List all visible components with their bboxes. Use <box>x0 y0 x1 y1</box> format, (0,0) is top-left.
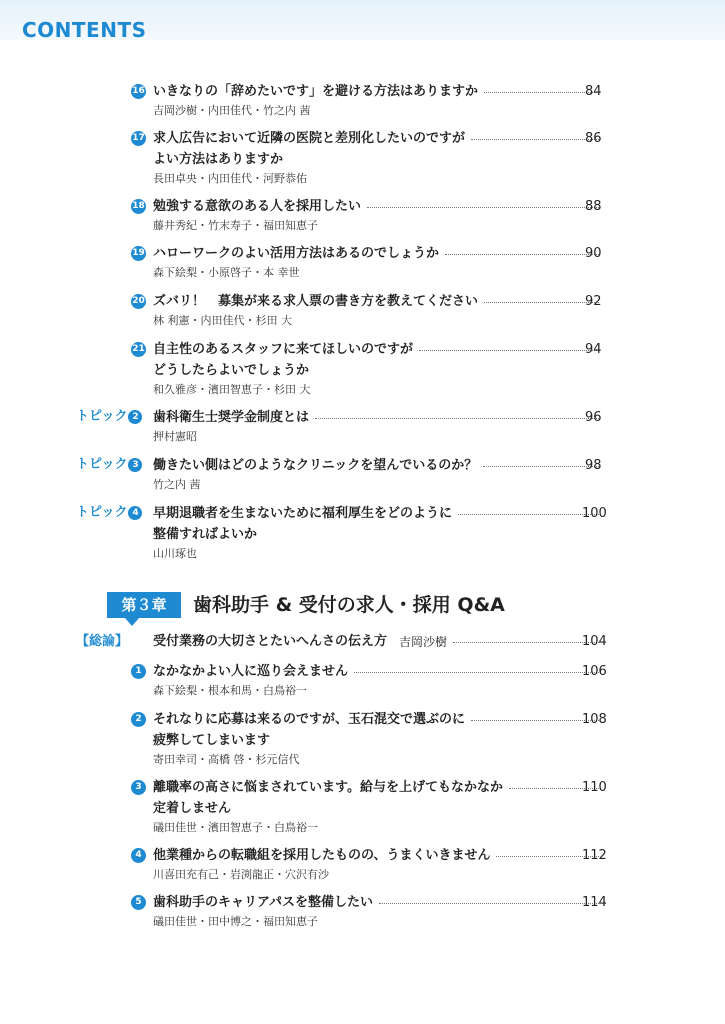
leader-dots <box>484 302 599 303</box>
entry-authors: 森下絵梨・根本和馬・白鳥裕一 <box>153 684 307 697</box>
entry-title: いきなりの「辞めたいです」を避ける方法はありますか <box>153 84 479 99</box>
entry-title: 働きたい側はどのようなクリニックを望んでいるのか？ <box>153 458 478 473</box>
entry-title: 歯科衛生士奨学金制度とは <box>153 410 310 425</box>
leader-dots <box>445 254 599 255</box>
entry-authors: 山川琢也 <box>153 547 197 560</box>
leader-dots <box>453 642 599 643</box>
topic-number-badge: 4 <box>128 506 142 520</box>
entry-authors: 礒田佳世・田中博之・福田知恵子 <box>153 915 318 928</box>
page-number: 94 <box>585 342 602 357</box>
page-number: 88 <box>585 199 602 214</box>
entry-title: 自主性のあるスタッフに来てほしいのですが <box>153 342 414 357</box>
entry-title: それなりに応募は来るのですが、玉石混交で選ぶのに <box>153 712 466 727</box>
overview-label: 【総論】 <box>76 634 129 649</box>
chapter-title: 歯科助手 & 受付の求人・採用 Q&A <box>193 594 505 616</box>
leader-dots <box>458 514 599 515</box>
leader-dots <box>471 720 599 721</box>
page-number: 96 <box>585 410 602 425</box>
entry-title-continued: 疲弊してしまいます <box>153 733 271 748</box>
page-number: 86 <box>585 131 602 146</box>
page-number: 106 <box>582 664 607 679</box>
entry-number-badge: 20 <box>131 294 146 309</box>
entry-title: 離職率の高さに悩まされています。給与を上げてもなかなか <box>153 780 503 795</box>
entry-title: 求人広告において近隣の医院と差別化したいのですが <box>153 131 466 146</box>
page-number: 114 <box>582 895 607 910</box>
chapter-label: 第３章 <box>107 592 181 618</box>
entry-authors: 吉岡沙樹・内田佳代・竹之内 茜 <box>153 104 311 117</box>
page-number: 100 <box>582 506 607 521</box>
entry-title: 早期退職者を生まないために福利厚生をどのように <box>153 506 453 521</box>
chapter-label-notch <box>125 618 139 626</box>
entry-title-continued: どうしたらよいでしょうか <box>153 363 310 378</box>
topic-label: トピック 2 <box>76 408 142 426</box>
entry-number-badge: 2 <box>131 712 146 727</box>
overview-author: 吉岡沙樹 <box>399 635 448 649</box>
page-number: 90 <box>585 246 602 261</box>
page-title: CONTENTS <box>22 18 147 42</box>
entry-authors: 和久雅彦・濱田智恵子・杉田 大 <box>153 383 311 396</box>
entry-authors: 押村憲昭 <box>153 430 197 443</box>
page-number: 108 <box>582 712 607 727</box>
entry-title: 勉強する意欲のある人を採用したい <box>153 199 362 214</box>
leader-dots <box>484 92 599 93</box>
leader-dots <box>315 418 599 419</box>
entry-number-badge: 3 <box>131 780 146 795</box>
entry-title-continued: 整備すればよいか <box>153 527 258 542</box>
entry-number-badge: 17 <box>131 131 146 146</box>
page-number: 98 <box>585 458 602 473</box>
leader-dots <box>367 207 599 208</box>
topic-number-badge: 3 <box>128 458 142 472</box>
page-number: 84 <box>585 84 602 99</box>
entry-number-badge: 4 <box>131 848 146 863</box>
entry-authors: 竹之内 茜 <box>153 478 201 491</box>
entry-title: 歯科助手のキャリアパスを整備したい <box>153 895 373 910</box>
entry-number-badge: 5 <box>131 895 146 910</box>
entry-number-badge: 19 <box>131 246 146 261</box>
entry-authors: 藤井秀紀・竹末寿子・福田知恵子 <box>153 219 318 232</box>
entry-title-continued: よい方法はありますか <box>153 152 284 167</box>
leader-dots <box>471 139 599 140</box>
leader-dots <box>419 350 599 351</box>
entry-number-badge: 21 <box>131 342 146 357</box>
entry-title: 受付業務の大切さとたいへんさの伝え方 <box>153 634 388 649</box>
page-number: 112 <box>582 848 607 863</box>
leader-dots <box>354 672 599 673</box>
entry-authors: 林 利憲・内田佳代・杉田 大 <box>153 314 292 327</box>
entry-number-badge: 18 <box>131 199 146 214</box>
leader-dots <box>379 903 599 904</box>
entry-title-continued: 定着しません <box>153 801 232 816</box>
topic-label: トピック 4 <box>76 504 142 522</box>
entry-authors: 森下絵梨・小原啓子・本 幸世 <box>153 266 300 279</box>
entry-authors: 長田卓央・内田佳代・河野恭佑 <box>153 172 307 185</box>
entry-authors: 川喜田充有己・岩渕龍正・穴沢有沙 <box>153 868 329 881</box>
page-number: 104 <box>582 634 607 649</box>
entry-title: 他業種からの転職組を採用したものの、うまくいきません <box>153 848 491 863</box>
page-number: 92 <box>585 294 602 309</box>
topic-label: トピック 3 <box>76 456 142 474</box>
page-number: 110 <box>582 780 607 795</box>
entry-title: ズバリ！ 募集が来る求人票の書き方を教えてください <box>153 294 479 309</box>
entry-title: ハローワークのよい活用方法はあるのでしょうか <box>153 246 440 261</box>
entry-number-badge: 1 <box>131 664 146 679</box>
leader-dots <box>483 466 599 467</box>
entry-authors: 寄田幸司・高橋 啓・杉元信代 <box>153 753 300 766</box>
entry-title: なかなかよい人に巡り会えません <box>153 664 349 679</box>
entry-number-badge: 16 <box>131 84 146 99</box>
entry-authors: 礒田佳世・濱田智恵子・白鳥裕一 <box>153 821 318 834</box>
topic-number-badge: 2 <box>128 410 142 424</box>
